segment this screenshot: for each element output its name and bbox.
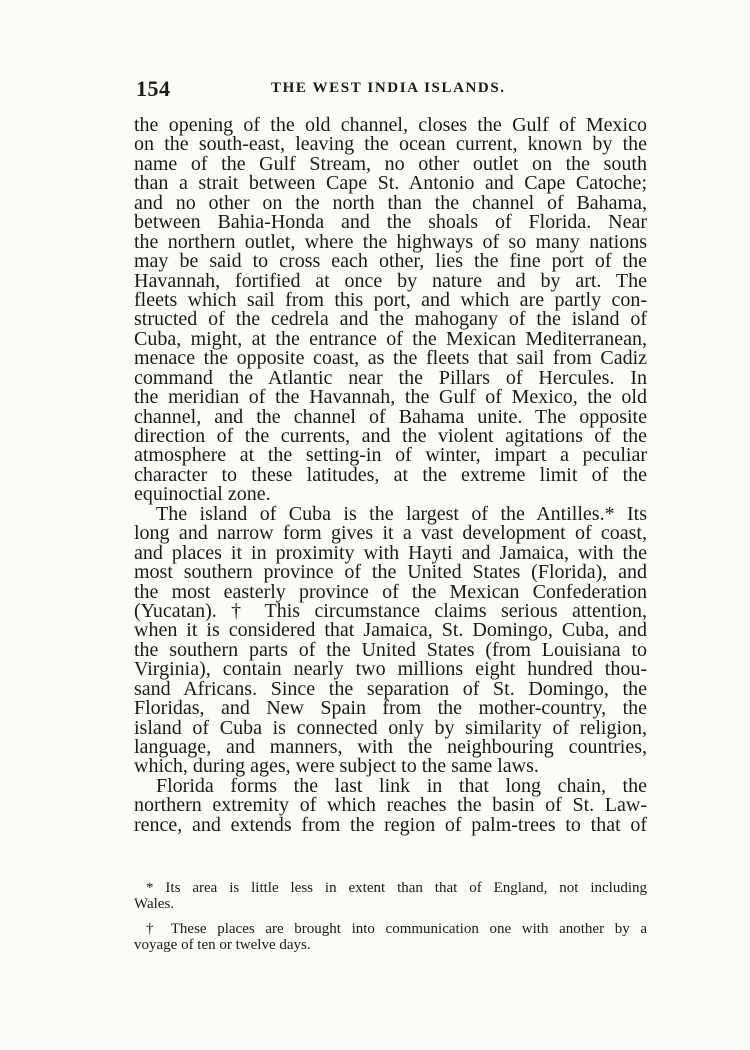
text-line: which, during ages, were subject to the same laws. [134,755,539,778]
text-line: Floridas, and New Spain from the mother-country, the [134,697,647,720]
text-line: Virginia), contain nearly two millions eight hundred thou- [134,658,647,681]
text-line: fleets which sail from this port, and which are partly con- [134,288,647,311]
footnote-line: * Its area is little less in extent than that of England, not including [146,880,647,896]
text-line: language, and manners, with the neighbouring countries, [134,736,647,758]
footnote-line: voyage of ten or twelve days. [134,937,311,953]
text-line: character to these latitudes, at the extreme limit of the [134,463,647,486]
text-line: when it is considered that Jamaica, St. Domingo, Cuba, and [134,619,647,642]
text-line: Cuba, might, at the entrance of the Mexican Mediterranean, [134,327,647,350]
running-title: THE WEST INDIA ISLANDS. [271,80,506,96]
footnote-line: † These places are brought into communication one with another by a [146,921,647,937]
body-text [134,116,647,835]
text-line: (Yucatan). † This circumstance claims serious attention, [134,599,647,622]
text-line: the northern outlet, where the highways of so many nations [134,230,647,253]
text-line: atmosphere at the setting-in of winter, impart a peculiar [134,444,647,467]
text-line: command the Atlantic near the Pillars of Hercules. In [134,366,647,389]
text-line: direction of the currents, and the violent agitations of the [134,425,647,447]
text-line: most southern province of the United States (Florida), and [134,561,647,584]
text-line: northern extremity of which reaches the basin of St. Law- [134,794,647,817]
text-line: and no other on the north than the channel of Bahama, [134,191,647,214]
footnote-line: Wales. [134,896,175,912]
text-line: rence, and extends from the region of palm-trees to that of [134,813,647,836]
text-line: the meridian of the Havannah, the Gulf of Mexico, the old [134,386,647,409]
text-line: may be said to cross each other, lies the fine port of the [134,250,647,273]
footnote-spacer [134,912,647,921]
text-line: the most easterly province of the Mexican Confederation [134,580,647,603]
paragraph-start-line: The island of Cuba is the largest of the Antilles.* Its [156,502,647,525]
text-line: between Bahia-Honda and the shoals of Florida. Near [134,211,647,234]
text-line: menace the opposite coast, as the fleets that sail from Cadiz [134,347,647,370]
text-line: channel, and the channel of Bahama unite. The opposite [134,405,647,428]
text-line: name of the Gulf Stream, no other outlet on the south [134,152,647,175]
text-line: than a strait between Cape St. Antonio and Cape Catoche; [134,172,647,195]
text-line: sand Africans. Since the separation of St. Domingo, the [134,677,647,700]
text-line: structed of the cedrela and the mahogany of the island of [134,308,647,331]
text-line: the opening of the old channel, closes the Gulf of Mexico [134,114,647,136]
page-header [136,76,648,106]
text-line: island of Cuba is connected only by similarity of religion, [134,716,647,739]
text-line: the southern parts of the United States (from Louisiana to [134,638,647,661]
footnotes [134,880,647,953]
text-line: equinoctial zone. [134,483,271,506]
text-line: on the south-east, leaving the ocean current, known by the [134,133,647,156]
text-line: long and narrow form gives it a vast development of coast, [134,522,647,545]
paragraph-start-line: Florida forms the last link in that long chain, the [156,774,647,797]
text-line: and places it in proximity with Hayti and Jamaica, with the [134,541,647,564]
text-line: Havannah, fortified at once by nature and by art. The [134,269,647,292]
page-number: 154 [136,76,171,101]
